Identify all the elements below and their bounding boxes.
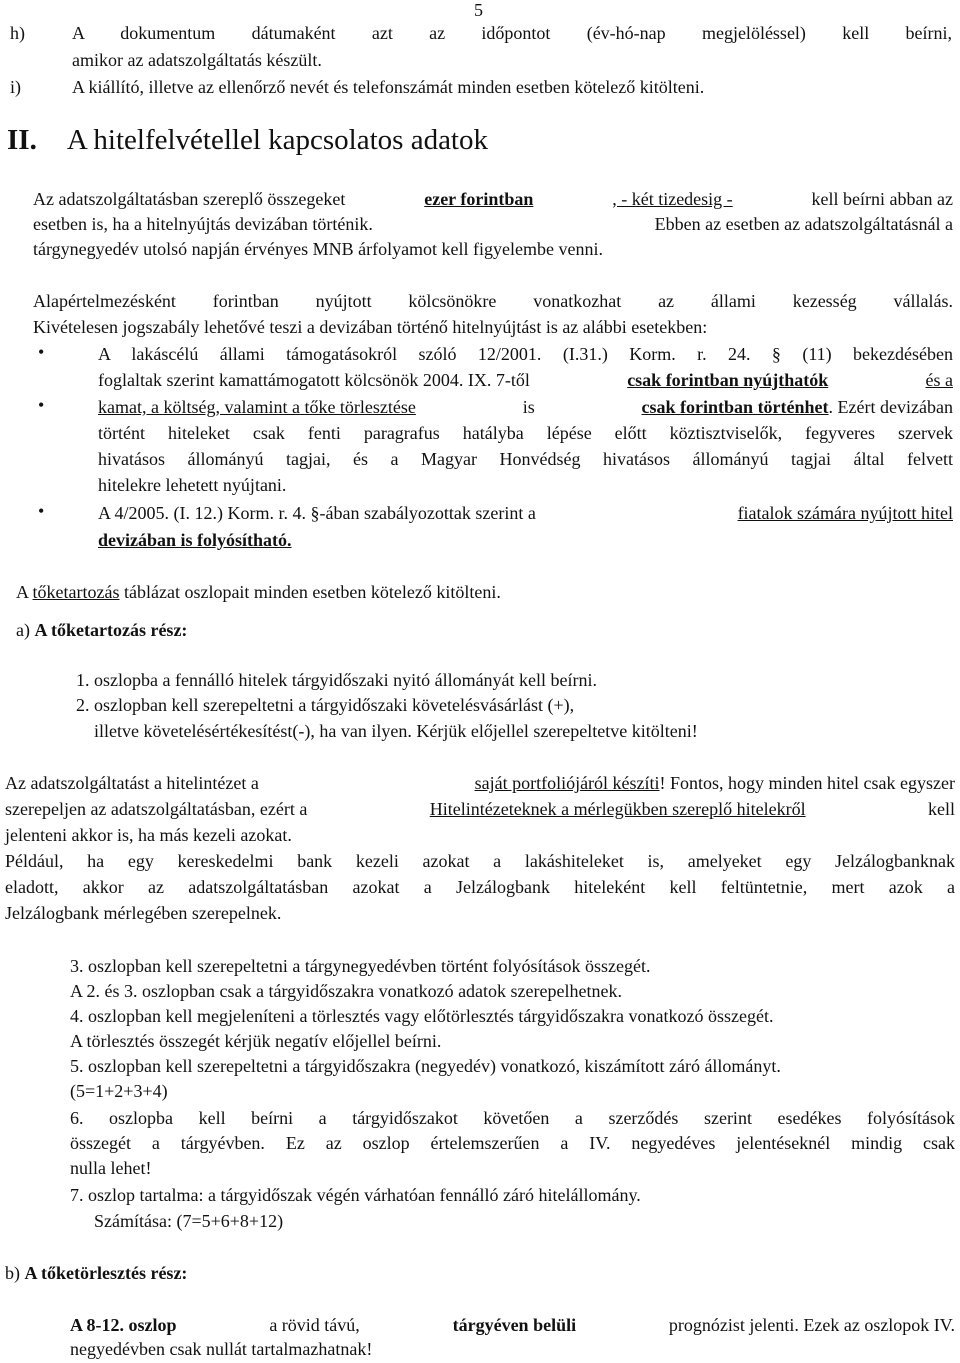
b1-line1: A lakáscélú állami támogatásokról szóló 12/2001. (I.31.) Korm. r. 24. § (11) bekezdésében <box>98 344 953 364</box>
torl-l1-c: tárgyéven belüli <box>452 1315 577 1335</box>
col6-line2: összegét a tárgyévben. Ez az oszlop értelemszerűen a IV. negyedéves jelentéseknél mindig csak <box>70 1133 955 1153</box>
item-h-label: h) <box>10 23 25 43</box>
port-l2-b: Hitelintézeteknek a mérlegükben szereplő hitelekről <box>429 799 806 819</box>
b1-l2-b: csak forintban nyújthatók <box>627 370 829 390</box>
col7-line2: Számítása: (7=5+6+8+12) <box>94 1211 284 1231</box>
torl-l1-a: A 8-12. oszlop <box>70 1315 177 1335</box>
col1-text: 1. oszlopba a fennálló hitelek tárgyidőszaki nyitó állományát kell beírni. <box>76 670 598 690</box>
port-line1 <box>5 772 955 794</box>
b2-l1-b: fiatalok számára nyújtott hitel <box>737 503 953 523</box>
col4-line2: A törlesztés összegét kérjük negatív előjellel beírni. <box>70 1031 442 1051</box>
torl-line1 <box>70 1314 955 1336</box>
b2-l1-a: A 4/2005. (I. 12.) Korm. r. 4. §-ában szabályozottak szerint a <box>98 503 536 523</box>
col5-line1: 5. oszlopban kell szerepeltetni a tárgyidőszakra (negyedév) vonatkozó, kiszámított záró állományt. <box>70 1056 781 1076</box>
port-line2 <box>5 798 955 820</box>
torl-label: b) <box>5 1263 20 1283</box>
torl-l1-d: prognózist jelenti. Ezek az oszlopok IV. <box>668 1315 955 1335</box>
toke-line <box>16 581 501 603</box>
b1-line4: történt hiteleket csak fenti paragrafus hatályba lépése előtt köztisztviselők, fegyveres szervek <box>98 423 953 443</box>
p2-line2: Kivételesen jogszabály lehetővé teszi a devizában történő hitelnyújtást is az alábbi esetekben: <box>33 317 708 337</box>
p1-line3: tárgynegyedév utolsó napján érvényes MNB árfolyamot kell figyelembe venni. <box>33 239 604 259</box>
torl-heading <box>5 1262 187 1284</box>
toke-b: tőketartozás <box>32 582 120 602</box>
p1-d: kell beírni abban az <box>811 189 953 209</box>
b1-l3-a: kamat, a költség, valamint a tőke törlesztése <box>98 397 416 417</box>
item-h-line2: amikor az adatszolgáltatás készült. <box>72 50 322 70</box>
port-line3: jelenteni akkor is, ha más kezeli azokat. <box>5 825 292 845</box>
item-i-label: i) <box>10 77 21 97</box>
p2-line1: Alapértelmezésként forintban nyújtott kölcsönökre vonatkozhat az állami kezesség vállalás. <box>33 291 953 311</box>
col7-line1: 7. oszlop tartalma: a tárgyidőszak végén várhatóan fennálló záró hitelállomány. <box>70 1185 641 1205</box>
b1-l3-d: . Ezért devizában <box>828 397 953 417</box>
item-h-line1: A dokumentum dátumaként azt az időpontot (év-hó-nap megjelöléssel) kell beírni, <box>72 23 952 43</box>
p1-b: ezer forintban <box>424 189 534 209</box>
bullet-1: • <box>38 342 45 362</box>
p1-line2 <box>33 213 953 235</box>
section-heading <box>7 122 488 158</box>
port-l1-b: saját portfoliójáról készíti <box>474 773 660 793</box>
col2-line2: illetve követelésértékesítést(-), ha van ilyen. Kérjük előjellel szerepeltetve kitölteni! <box>94 721 698 741</box>
b1-line6: hitelekre lehetett nyújtani. <box>98 475 287 495</box>
b1-l3-b: is <box>522 397 535 417</box>
toke-sub-label: a) <box>16 620 30 640</box>
page-number: 5 <box>474 0 483 20</box>
col4-line1: 4. oszlopban kell megjeleníteni a törlesztés vagy előtörlesztés tárgyidőszakra vonatkozó összegét. <box>70 1006 774 1026</box>
p1-a: Az adatszolgáltatásban szereplő összegeket <box>33 189 346 209</box>
toke-a: A <box>16 582 29 602</box>
b1-l2-a: foglaltak szerint kamattámogatott kölcsönök 2004. IX. 7-től <box>98 370 530 390</box>
port-l2-c: kell <box>927 799 955 819</box>
toke-sub-heading <box>16 619 187 641</box>
col6-line3: nulla lehet! <box>70 1158 152 1178</box>
b1-line2 <box>98 369 953 391</box>
port-line6: Jelzálogbank mérlegében szerepelnek. <box>5 903 282 923</box>
b1-l3-c: csak forintban történhet <box>641 397 829 417</box>
port-l2-a: szerepeljen az adatszolgáltatásban, ezért a <box>5 799 308 819</box>
section-title: A hitelfelvétellel kapcsolatos adatok <box>66 124 488 156</box>
b1-l2-c: és a <box>925 370 953 390</box>
b2-line1 <box>98 502 953 524</box>
b2-line2: devizában is folyósítható. <box>98 530 292 550</box>
col6-line1: 6. oszlopba kell beírni a tárgyidőszakot követően a szerződés szerint esedékes folyósítások <box>70 1108 955 1128</box>
col3-text: 3. oszlopban kell szerepeltetni a tárgynegyedévben történt folyósítások összegét. <box>70 956 651 976</box>
p1-l2-a: esetben is, ha a hitelnyújtás devizában történik. <box>33 214 373 234</box>
col5-line2: (5=1+2+3+4) <box>70 1081 168 1101</box>
b1-line5: hivatásos állományú tagjai, és a Magyar Honvédség hivatásos állományú tagjai által felvett <box>98 449 953 469</box>
port-line4: Például, ha egy kereskedelmi bank kezeli azokat a lakáshiteleket is, amelyeket egy Jelzálogbanknak <box>5 851 955 871</box>
p1-line1 <box>33 188 953 210</box>
section-number: II. <box>7 124 37 156</box>
col2-line1: 2. oszlopban kell szerepeltetni a tárgyidőszaki követelésvásárlást (+), <box>76 695 575 715</box>
port-l1-a: Az adatszolgáltatást a hitelintézet a <box>5 773 259 793</box>
item-i-line: A kiállító, illetve az ellenőrző nevét és telefonszámát minden esetben kötelező kitölteni. <box>72 77 705 97</box>
p1-c: , - két tizedesig - <box>612 189 733 209</box>
port-line5: eladott, akkor az adatszolgáltatásban azokat a Jelzálogbank hiteleként kell feltüntetnie, mert azok a <box>5 877 955 897</box>
torl-title: A tőketörlesztés rész: <box>24 1263 188 1283</box>
b1-line3 <box>98 396 953 418</box>
toke-sub-title: A tőketartozás rész: <box>34 620 188 640</box>
col3b-text: A 2. és 3. oszlopban csak a tárgyidőszakra vonatkozó adatok szerepelhetnek. <box>70 981 622 1001</box>
bullet-2: • <box>38 501 45 521</box>
torl-l1-b: a rövid távú, <box>269 1315 360 1335</box>
torl-line2: negyedévben csak nullát tartalmazhatnak! <box>70 1339 373 1359</box>
port-l1-c: ! Fontos, hogy minden hitel csak egyszer <box>659 773 955 793</box>
toke-c: táblázat oszlopait minden esetben kötelező kitölteni. <box>123 582 501 602</box>
p1-l2-b: Ebben az esetben az adatszolgáltatásnál a <box>654 214 953 234</box>
bullet-1b: • <box>38 395 45 415</box>
